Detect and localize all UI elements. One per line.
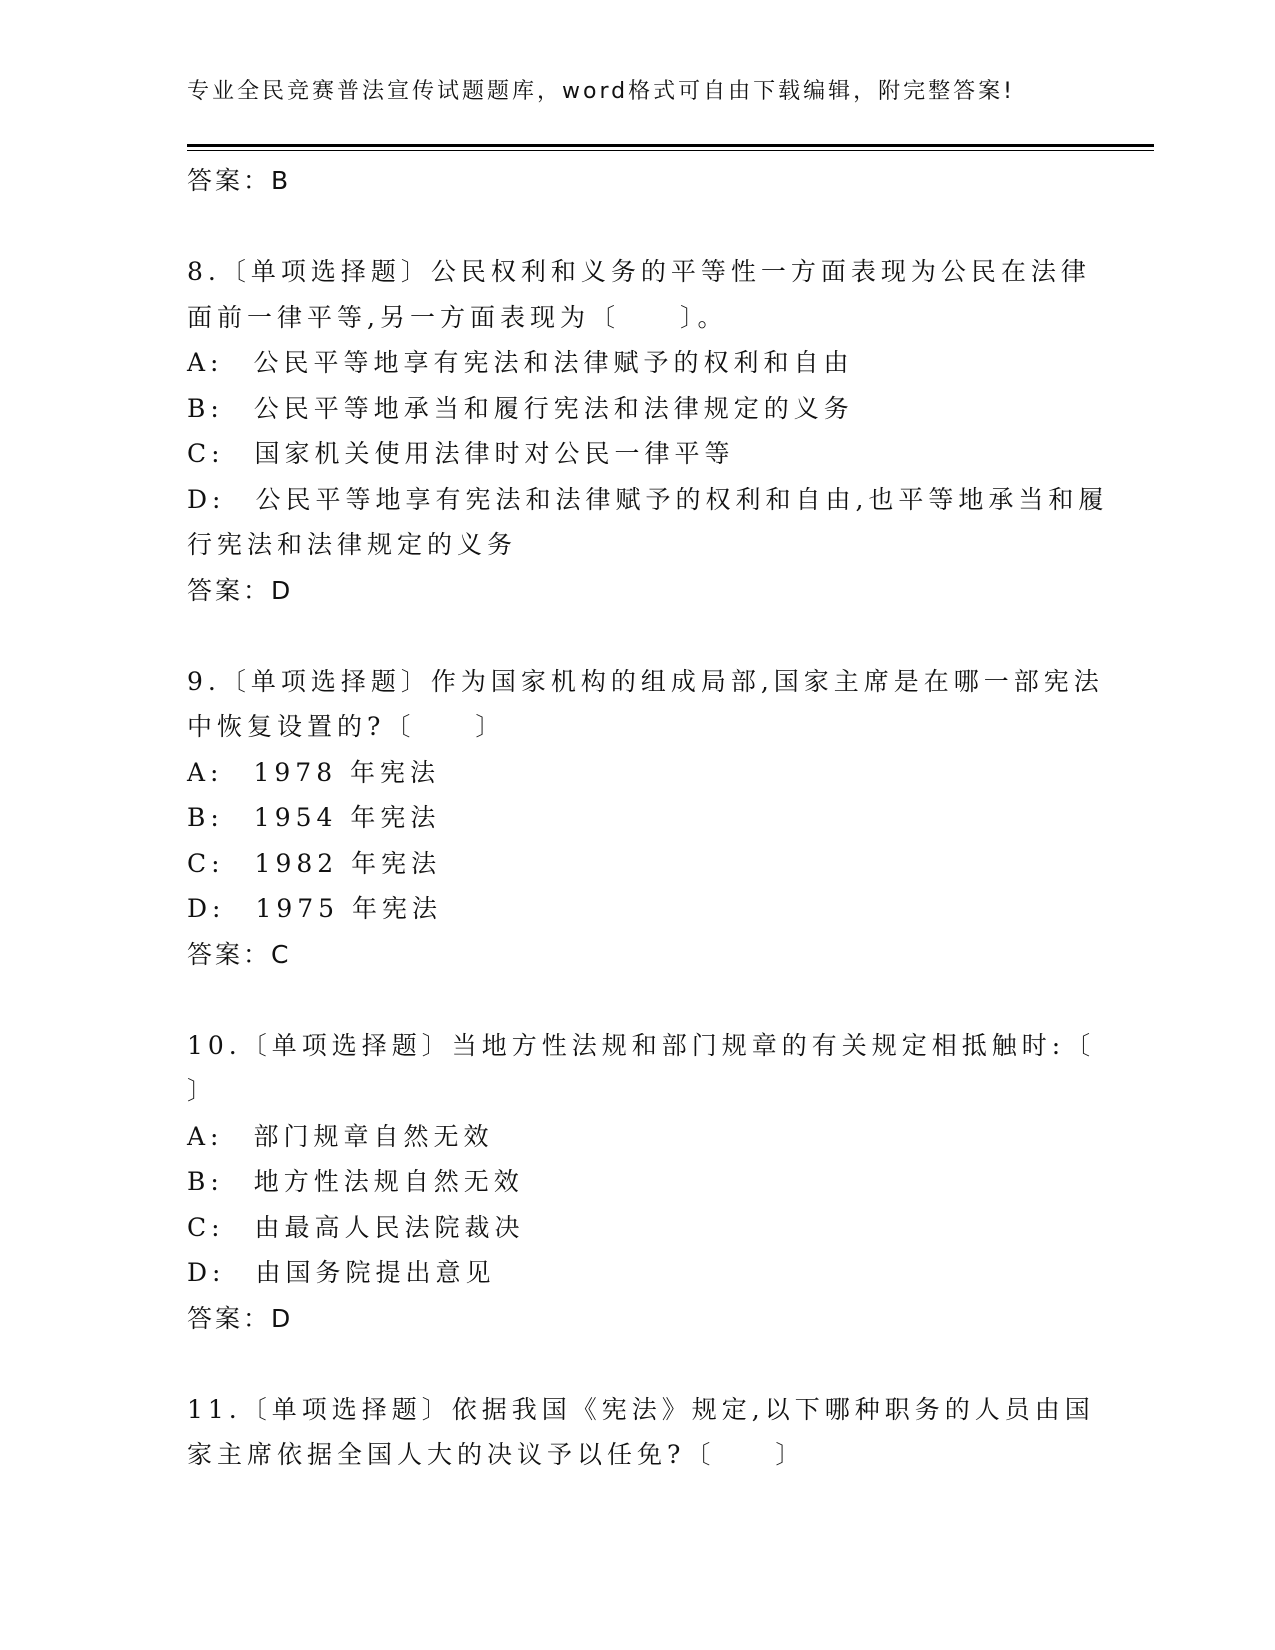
header-rule-thin	[187, 150, 1154, 151]
answer-line: 答案：C	[187, 939, 292, 969]
question-item	[187, 659, 1104, 978]
option-b: B: 1954 年宪法	[187, 803, 441, 832]
option-c: C: 1982 年宪法	[187, 848, 442, 878]
question-stem: 8.〔单项选择题〕公民权利和义务的平等性一方面表现为公民在法律	[187, 257, 1091, 286]
question-stem: 家主席依据全国人大的决议予以任免?〔 〕	[187, 1440, 806, 1469]
question-stem: 面前一律平等,另一方面表现为〔 〕。	[187, 302, 728, 332]
spacer	[187, 204, 1067, 250]
question-stem: 11.〔单项选择题〕依据我国《宪法》规定,以下哪种职务的人员由国	[187, 1394, 1095, 1424]
option-a: A: 公民平等地享有宪法和法律赋予的权利和自由	[187, 348, 854, 377]
document-body	[187, 158, 1109, 1478]
question-stem: 9.〔单项选择题〕作为国家机构的组成局部,国家主席是在哪一部宪法	[187, 666, 1104, 696]
option-a: A: 1978 年宪法	[187, 757, 441, 787]
question-item	[187, 249, 1109, 613]
question-stem: 中恢复设置的?〔 〕	[187, 712, 506, 741]
option-c: C: 国家机关使用法律时对公民一律平等	[187, 439, 735, 468]
page-header: 专业全民竞赛普法宣传试题题库，word格式可自由下载编辑，附完整答案!	[187, 79, 1015, 104]
option-d: D: 由国务院提出意见	[187, 1258, 496, 1287]
answer-line: 答案：D	[187, 575, 294, 605]
header-rule-thick	[187, 144, 1154, 147]
option-a: A: 部门规章自然无效	[187, 1121, 494, 1151]
option-b: B: 公民平等地承当和履行宪法和法律规定的义务	[187, 393, 854, 423]
spacer	[187, 1341, 1067, 1387]
question-item	[187, 1023, 1096, 1342]
spacer	[187, 613, 1067, 659]
option-d: D: 1975 年宪法	[187, 894, 443, 923]
question-stem: 〕	[187, 1076, 218, 1105]
option-d: D: 公民平等地享有宪法和法律赋予的权利和自由,也平等地承当和履	[187, 484, 1109, 514]
option-b: B: 地方性法规自然无效	[187, 1167, 524, 1196]
spacer	[187, 977, 1067, 1023]
question-item	[187, 1387, 1095, 1478]
answer-line: 答案：D	[187, 1303, 294, 1333]
option-d-continued: 行宪法和法律规定的义务	[187, 530, 518, 559]
option-c: C: 由最高人民法院裁决	[187, 1212, 525, 1242]
question-stem: 10.〔单项选择题〕当地方性法规和部门规章的有关规定相抵触时:〔	[187, 1030, 1096, 1060]
answer-line: 答案：B	[187, 166, 292, 195]
